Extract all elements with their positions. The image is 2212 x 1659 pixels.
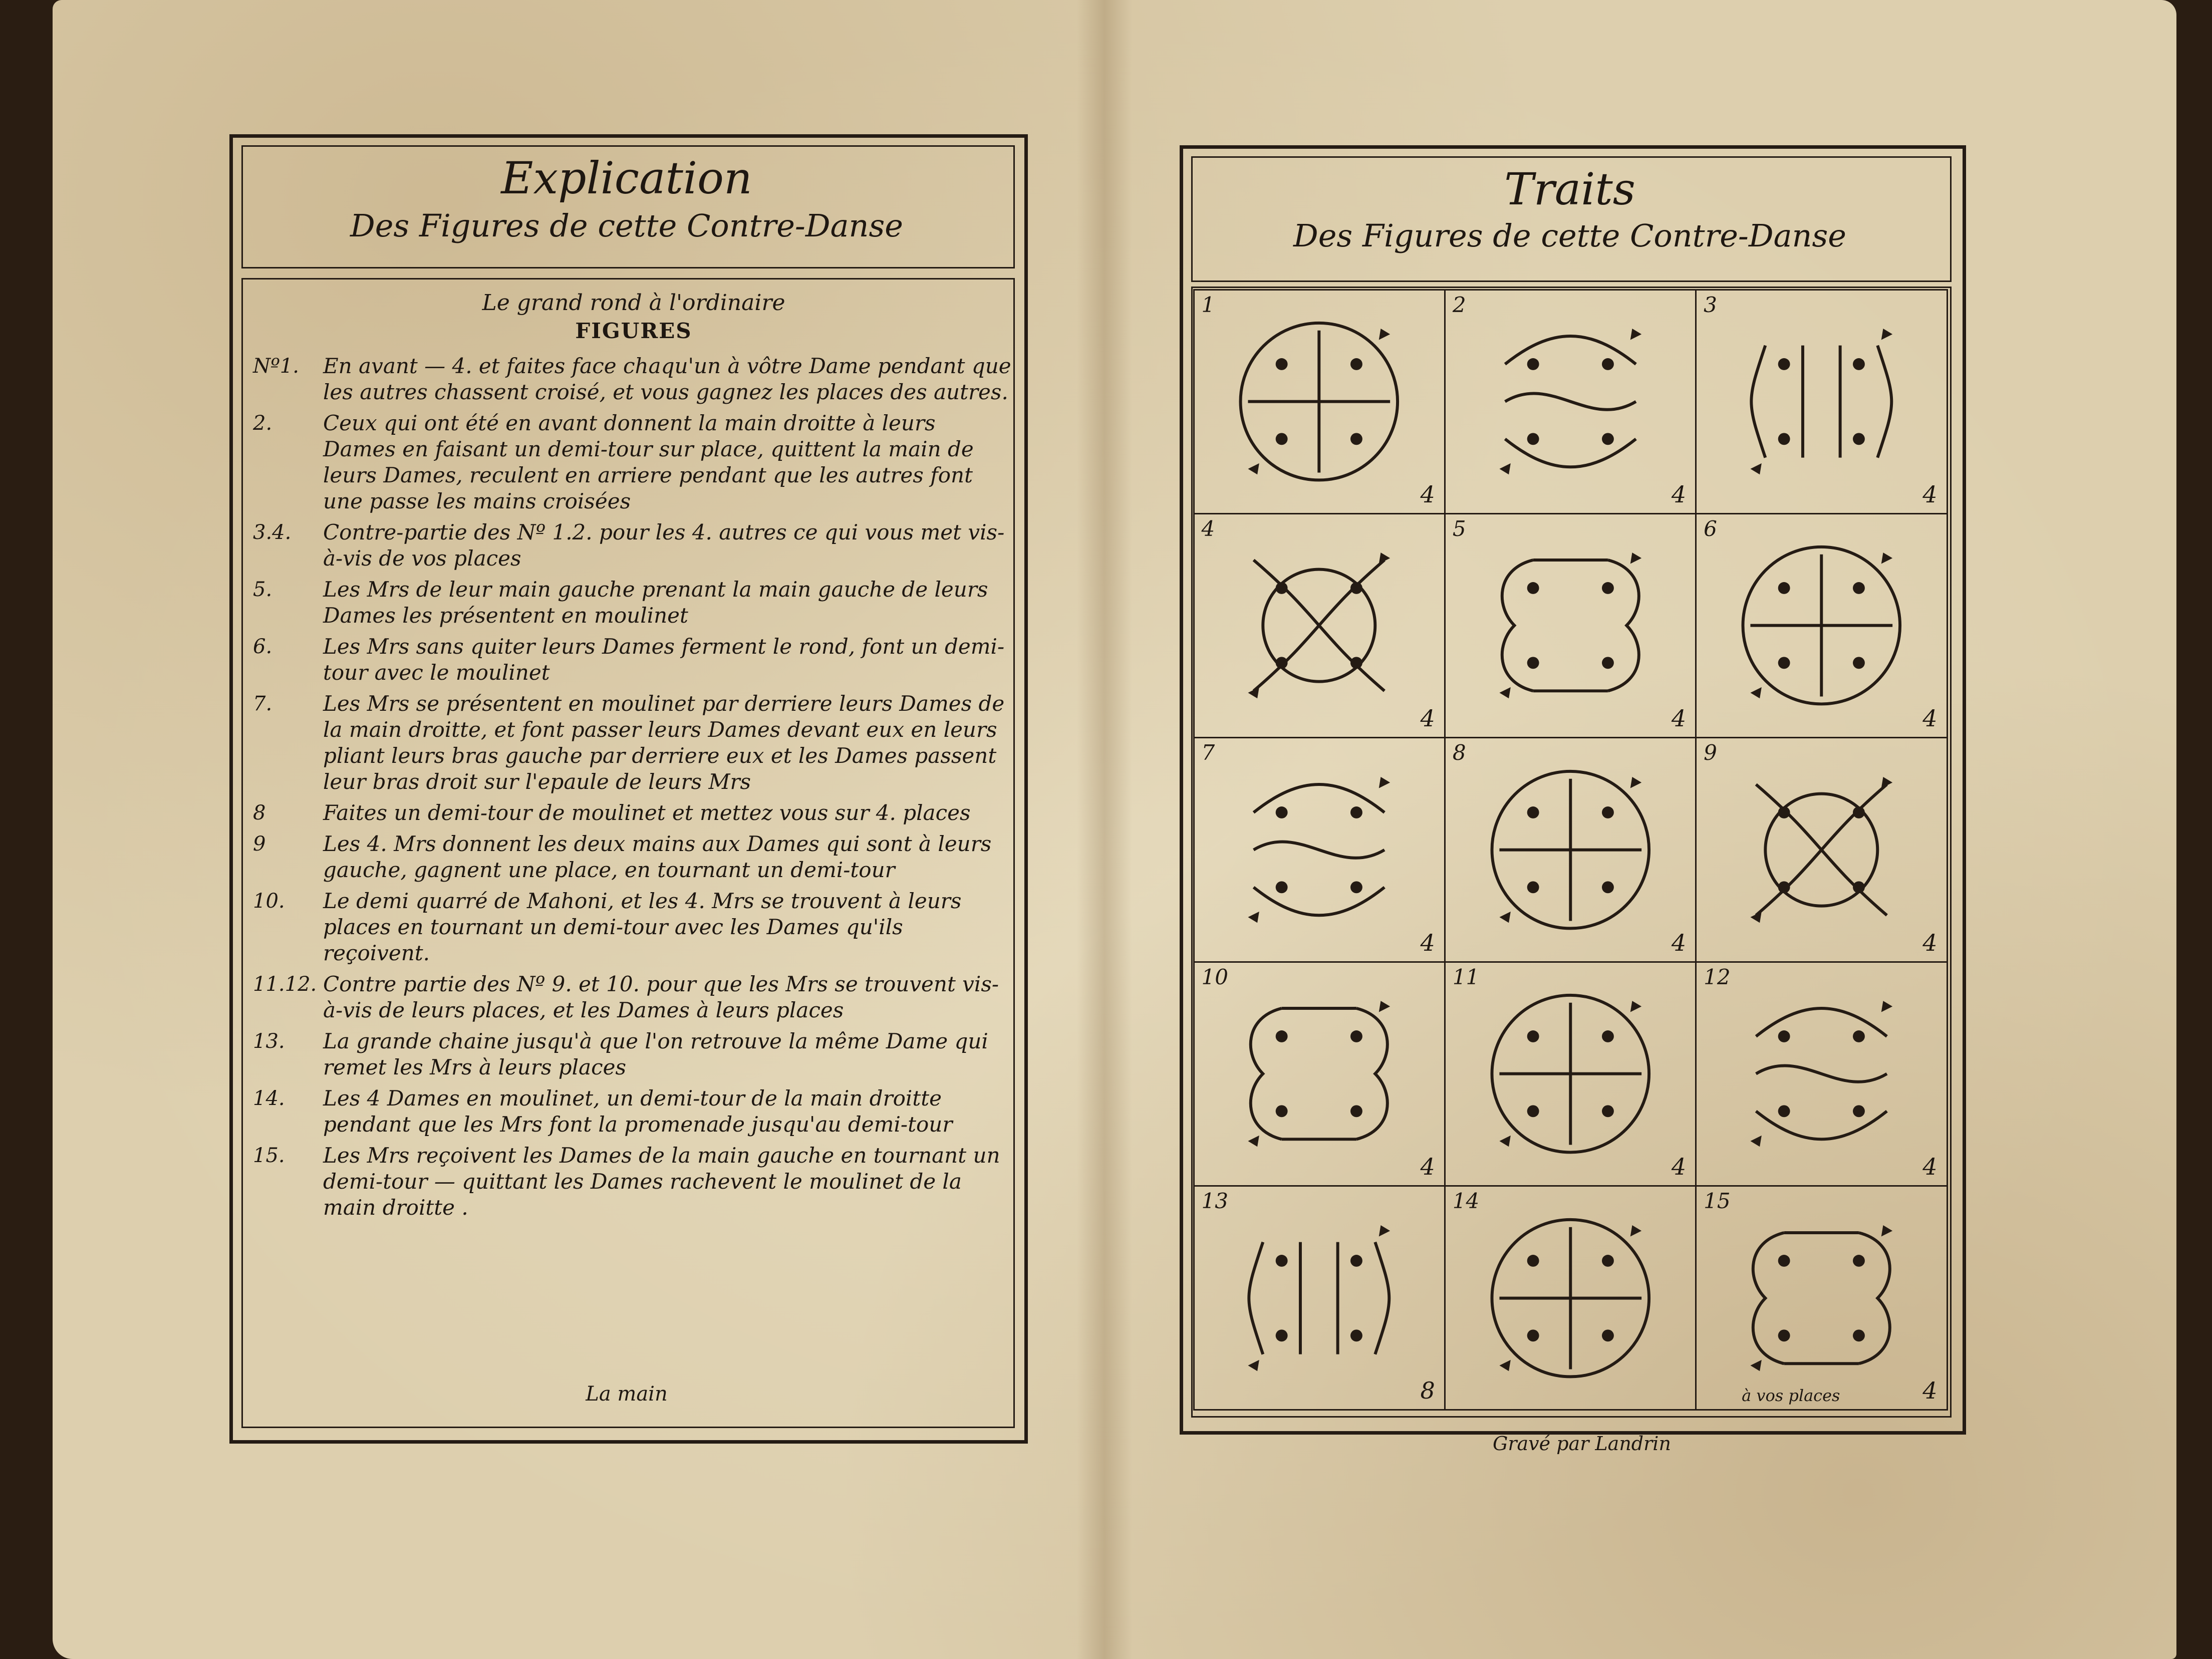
right-subtitle: Des Figures de cette Contre-Danse [1293,217,1846,254]
entry-text: Les Mrs se présentent en moulinet par derriere leurs Dames de la main droitte, et font passer leurs Dames devant eux en leurs pliant leurs bras gauche par derriere eux et les Dames passent leur bras droit sur l'epaule de leurs Mrs [323,691,1005,794]
cell-count: 4 [1922,929,1938,956]
figure-cell-12 [1695,961,1948,1187]
cell-number: 13 [1201,1189,1228,1214]
entry-text: Les Mrs sans quiter leurs Dames ferment le rond, font un demi-tour avec le moulinet [323,634,1005,685]
dance-figure-diagram [1717,308,1926,495]
figure-cell-1 [1193,289,1446,514]
entry-text: Contre partie des Nº 9. et 10. pour que les Mrs se trouvent vis-à-vis de leurs places, et les Dames à leurs places [323,972,999,1022]
figure-entry [253,1143,1014,1221]
figure-entry [253,353,1014,405]
dance-figure-diagram [1466,308,1676,495]
cell-count: 4 [1420,480,1435,508]
figure-entry [253,1085,1014,1138]
dance-figure-diagram [1214,980,1424,1167]
figure-entry [253,410,1014,514]
text-heading: Le grand rond à l'ordinaire [482,290,785,316]
entry-number: 8 [253,801,266,824]
dance-figure-diagram [1466,756,1676,943]
entry-number: 5. [253,578,272,601]
cell-number: 8 [1452,740,1466,765]
cell-number: 11 [1452,964,1480,989]
cell-number: 1 [1201,292,1215,317]
figure-cell-15 [1695,1185,1948,1411]
cell-number: 5 [1452,516,1466,541]
entry-text: Faites un demi-tour de moulinet et mettez vous sur 4. places [323,800,971,825]
cell-number: 2 [1452,292,1466,317]
cell-number: 3 [1704,292,1717,317]
entry-number: 3.4. [253,521,292,544]
entry-number: 6. [253,635,272,658]
figure-entry [253,634,1014,686]
right-title-block [1191,156,1949,279]
dance-figure-diagram [1214,308,1424,495]
left-title: Explication [501,152,752,204]
page-fold [1077,0,1132,1659]
dance-figure-diagram [1214,756,1424,943]
entry-text: Les 4 Dames en moulinet, un demi-tour de la main droitte pendant que les Mrs font la promenade jusqu'au demi-tour [323,1086,953,1137]
dance-figure-diagram [1717,756,1926,943]
cell-number: 7 [1201,740,1215,765]
entry-text: Le demi quarré de Mahoni, et les 4. Mrs se trouvent à leurs places en tournant un demi-tour avec les Dames qu'ils reçoivent. [323,889,962,965]
dance-figure-diagram [1466,532,1676,719]
cell-count: 4 [1420,929,1435,956]
cell-number: 10 [1201,964,1228,989]
cell-count: 4 [1922,1377,1938,1405]
entry-number: 7. [253,692,272,715]
entry-number: 10. [253,890,285,913]
cell-number: 12 [1704,964,1731,989]
entry-text: La grande chaine jusqu'à que l'on retrouve la même Dame qui remet les Mrs à leurs places [323,1029,988,1079]
engraver-credit: Gravé par Landrin [1493,1433,1671,1455]
entry-number: 13. [253,1030,285,1053]
figure-entry [253,971,1014,1023]
cell-number: 14 [1452,1189,1480,1214]
entry-text: Les Mrs reçoivent les Dames de la main gauche en tournant un demi-tour — quittant les Dames rachevent le moulinet de la main droitte . [323,1143,1000,1220]
figure-cell-13 [1193,1185,1446,1411]
cell-number: 9 [1704,740,1717,765]
figure-cell-7 [1193,737,1446,962]
cell-number: 4 [1201,516,1215,541]
entry-text: En avant — 4. et faites face chaqu'un à vôtre Dame pendant que les autres chassent croisé, et vous gagnez les places des autres. [323,354,1011,404]
figure-entry [253,577,1014,629]
figures-label: FIGURES [575,319,692,343]
figure-cell-8 [1444,737,1697,962]
figure-entry [253,519,1014,572]
cell-count: 8 [1420,1377,1435,1405]
left-title-block [241,145,1012,265]
figure-cell-11 [1444,961,1697,1187]
entry-number: 15. [253,1144,285,1167]
figure-cell-4 [1193,513,1446,738]
figure-cell-3 [1695,289,1948,514]
figure-cell-14 [1444,1185,1697,1411]
left-footer: La main [586,1382,668,1406]
left-subtitle: Des Figures de cette Contre-Danse [350,207,903,244]
figure-entry [253,1028,1014,1080]
entry-number: Nº1. [253,355,299,378]
dance-figure-diagram [1466,1205,1676,1392]
figure-entry [253,691,1014,795]
cell-count: 4 [1420,705,1435,732]
dance-figure-diagram [1214,1205,1424,1392]
cell-count: 4 [1671,1153,1687,1181]
figure-entry [253,888,1014,966]
entry-number: 14. [253,1087,285,1110]
dance-figure-diagram [1214,532,1424,719]
entry-number: 11.12. [253,973,317,996]
entry-text: Ceux qui ont été en avant donnent la main droitte à leurs Dames en faisant un demi-tour sur place, quittent la main de leurs Dames, reculent en arriere pendant que les autres font une passe les mains croisées [323,411,974,513]
right-title: Traits [1504,163,1635,215]
entry-text: Les 4. Mrs donnent les deux mains aux Dames qui sont à leurs gauche, gagnent une place, en tournant un demi-tour [323,832,992,882]
figure-cell-10 [1193,961,1446,1187]
figure-cell-5 [1444,513,1697,738]
vos-places-note: à vos places [1742,1386,1840,1406]
explication-text [253,283,1014,1226]
dance-figure-diagram [1466,980,1676,1167]
figure-cell-6 [1695,513,1948,738]
cell-count: 4 [1922,1153,1938,1181]
cell-count: 4 [1922,705,1938,732]
dance-figure-diagram [1717,1205,1926,1392]
dance-figure-diagram [1717,980,1926,1167]
figure-entry [253,800,1014,826]
figure-cell-2 [1444,289,1697,514]
entry-text: Les Mrs de leur main gauche prenant la main gauche de leurs Dames les présentent en moulinet [323,577,988,628]
figure-cell-9 [1695,737,1948,962]
cell-count: 4 [1671,480,1687,508]
figure-grid [1194,290,1947,1410]
cell-number: 15 [1704,1189,1731,1214]
entries-list [253,353,1014,1221]
cell-count: 4 [1671,705,1687,732]
dance-figure-diagram [1717,532,1926,719]
cell-count: 4 [1671,929,1687,956]
cell-count: 4 [1922,480,1938,508]
entry-number: 2. [253,412,272,435]
entry-text: Contre-partie des Nº 1.2. pour les 4. autres ce qui vous met vis-à-vis de vos places [323,520,1005,571]
cell-number: 6 [1704,516,1717,541]
cell-count: 4 [1420,1153,1435,1181]
figure-entry [253,831,1014,883]
entry-number: 9 [253,833,266,856]
